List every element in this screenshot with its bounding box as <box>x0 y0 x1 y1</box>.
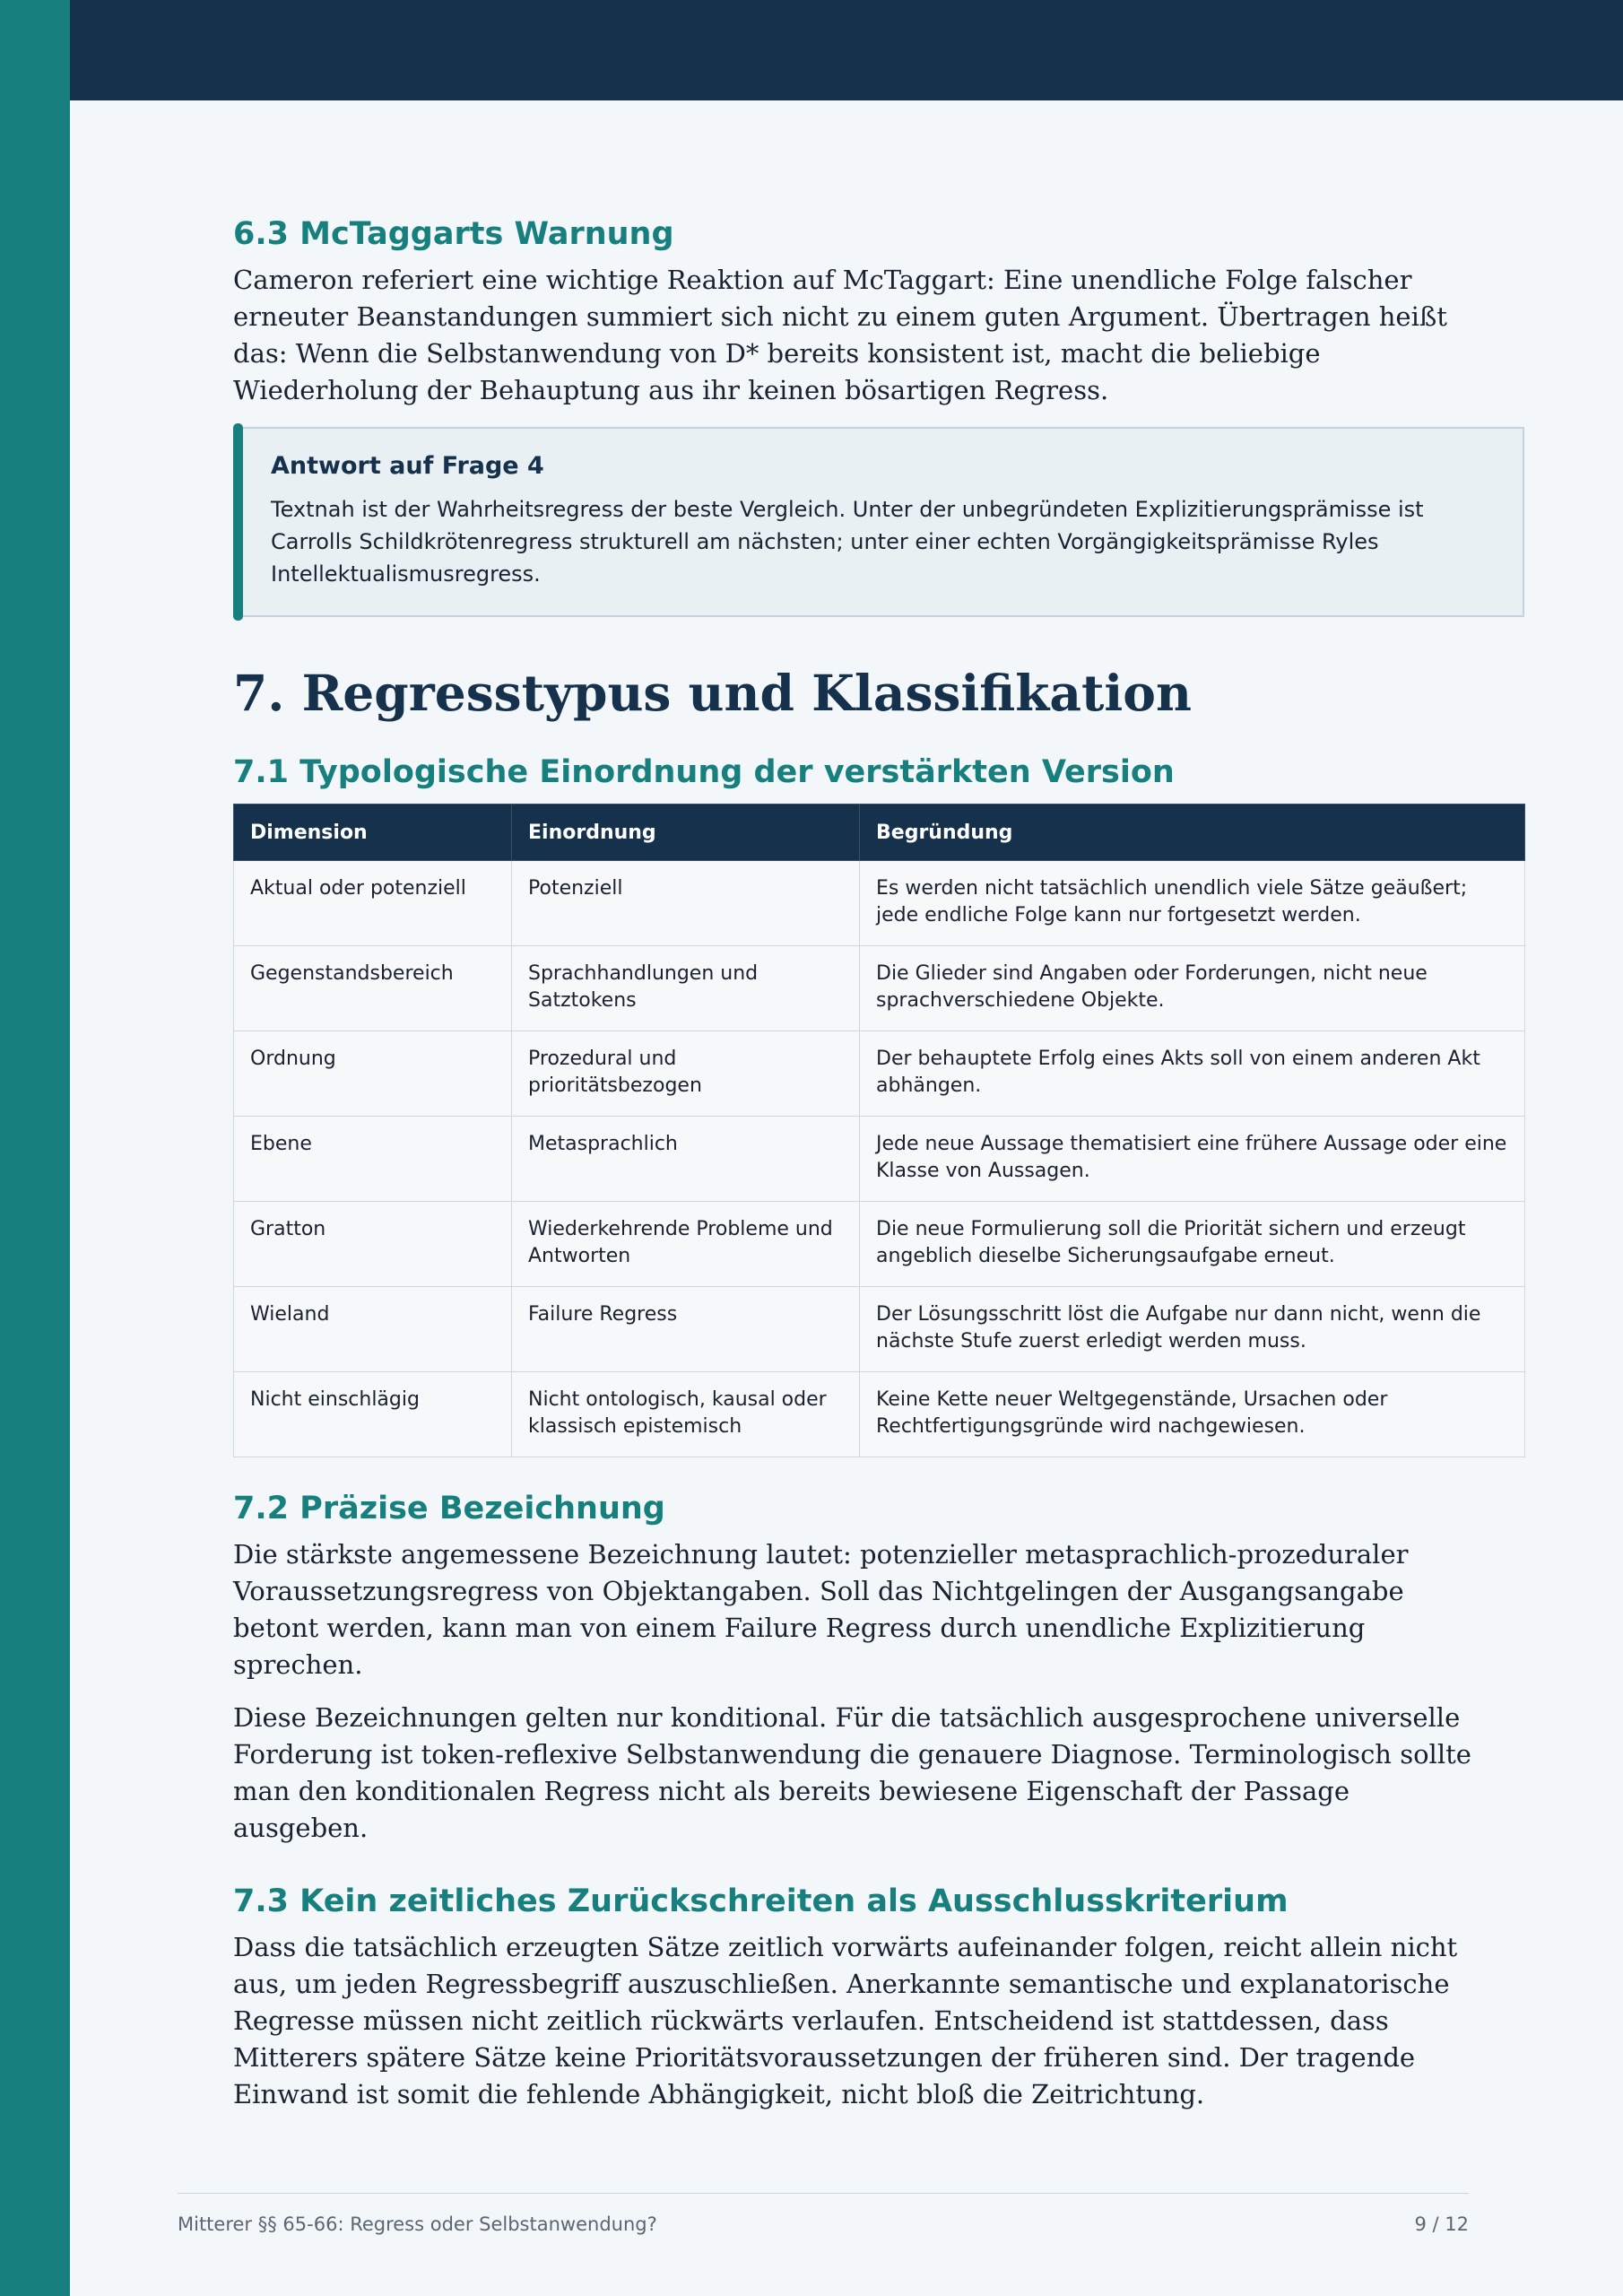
heading-7: 7. Regresstypus und Klassifikation <box>233 664 1192 723</box>
table-cell: Prozedural und prioritätsbezogen <box>512 1031 860 1117</box>
table-header-cell: Dimension <box>234 804 512 861</box>
table-cell: Die neue Formulierung soll die Priorität sichern und erzeugt angeblich dieselbe Sicherungsaufgabe erneut. <box>860 1202 1525 1287</box>
table-cell: Die Glieder sind Angaben oder Forderungen, nicht neue sprachverschiedene Objekte. <box>860 946 1525 1031</box>
table-cell: Ordnung <box>234 1031 512 1117</box>
table-row <box>234 1202 1525 1287</box>
table-cell: Potenziell <box>512 861 860 946</box>
table-header-cell: Begründung <box>860 804 1525 861</box>
table-row <box>234 1287 1525 1372</box>
table-cell: Es werden nicht tatsächlich unendlich viele Sätze geäußert; jede endliche Folge kann nur fortgesetzt werden. <box>860 861 1525 946</box>
table-cell: Keine Kette neuer Weltgegenstände, Ursachen oder Rechtfertigungsgründe wird nachgewiesen. <box>860 1372 1525 1457</box>
footer-document-title: Mitterer §§ 65-66: Regress oder Selbstanwendung? <box>178 2213 657 2235</box>
table-cell: Aktual oder potenziell <box>234 861 512 946</box>
top-header-bar <box>70 0 1623 100</box>
table-header-cell: Einordnung <box>512 804 860 861</box>
callout-accent-bar <box>233 423 243 621</box>
page-content <box>233 215 1524 2113</box>
footer-divider <box>178 2193 1469 2194</box>
paragraph-7-2-a: Die stärkste angemessene Bezeichnung lautet: potenzieller metasprachlich-prozeduraler Voraussetzungsregress von Objektangaben. Soll das Nichtgelingen der Ausgangsangabe betont werden, kann man von einem Failure Regress durch unendliche Explizitierung sprechen. <box>233 1539 1409 1681</box>
paragraph-6-3: Cameron referiert eine wichtige Reaktion auf McTaggart: Eine unendliche Folge falscher erneuter Beanstandungen summiert sich nicht zu einem guten Argument. Übertragen heißt das: Wenn die Selbstanwendung von D* bereits konsistent ist, macht die beliebige Wiederholung der Behauptung aus ihr keinen bösartigen Regress. <box>233 265 1447 405</box>
table-header-row <box>234 804 1525 861</box>
heading-7-1: 7.1 Typologische Einordnung der verstärkten Version <box>233 754 1175 791</box>
table-cell: Jede neue Aussage thematisiert eine frühere Aussage oder eine Klasse von Aussagen. <box>860 1117 1525 1202</box>
paragraph-7-2-b: Diese Bezeichnungen gelten nur konditional. Für die tatsächlich ausgesprochene universelle Forderung ist token-reflexive Selbstanwendung die genauere Diagnose. Terminologisch sollte man den konditionalen Regress nicht als bereits bewiesene Eigenschaft der Passage ausgeben. <box>233 1702 1471 1844</box>
table-row <box>234 861 1525 946</box>
table-cell: Failure Regress <box>512 1287 860 1372</box>
table-cell: Der behauptete Erfolg eines Akts soll von einem anderen Akt abhängen. <box>860 1031 1525 1117</box>
table-row <box>234 1117 1525 1202</box>
table-row <box>234 1031 1525 1117</box>
table-cell: Der Lösungsschritt löst die Aufgabe nur dann nicht, wenn die nächste Stufe zuerst erledigt werden muss. <box>860 1287 1525 1372</box>
table-row <box>234 946 1525 1031</box>
footer-page-number: 9 / 12 <box>1414 2213 1469 2235</box>
callout-title: Antwort auf Frage 4 <box>271 452 544 480</box>
heading-7-3: 7.3 Kein zeitliches Zurückschreiten als Ausschlusskriterium <box>233 1883 1289 1920</box>
table-cell: Gratton <box>234 1202 512 1287</box>
table-cell: Metasprachlich <box>512 1117 860 1202</box>
heading-7-2: 7.2 Präzise Bezeichnung <box>233 1491 665 1527</box>
table-cell: Nicht einschlägig <box>234 1372 512 1457</box>
paragraph-7-3: Dass die tatsächlich erzeugten Sätze zeitlich vorwärts aufeinander folgen, reicht allein nicht aus, um jeden Regressbegriff auszuschließen. Anerkannte semantische und explanatorische Regresse müssen nicht zeitlich rückwärts verlaufen. Entscheidend ist stattdessen, dass Mitterers spätere Sätze keine Prioritätsvoraussetzungen der früheren sind. Der tragende Einwand ist somit die fehlende Abhängigkeit, nicht bloß die Zeitrichtung. <box>233 1932 1458 2110</box>
table-row <box>234 1372 1525 1457</box>
table-cell: Ebene <box>234 1117 512 1202</box>
table-cell: Wieland <box>234 1287 512 1372</box>
table-cell: Nicht ontologisch, kausal oder klassisch epistemisch <box>512 1372 860 1457</box>
classification-table <box>233 804 1525 1457</box>
heading-6-3: 6.3 McTaggarts Warnung <box>233 216 674 252</box>
table-cell: Sprachhandlungen und Satztokens <box>512 946 860 1031</box>
table-cell: Wiederkehrende Probleme und Antworten <box>512 1202 860 1287</box>
left-accent-stripe <box>0 0 70 2296</box>
answer-callout <box>233 427 1524 617</box>
callout-text: Textnah ist der Wahrheitsregress der beste Vergleich. Unter der unbegründeten Explizitierungsprämisse ist Carrolls Schildkrötenregress strukturell am nächsten; unter einer echten Vorgängigkeitsprämisse Ryles Intellektualismusregress. <box>271 497 1424 587</box>
table-cell: Gegenstandsbereich <box>234 946 512 1031</box>
